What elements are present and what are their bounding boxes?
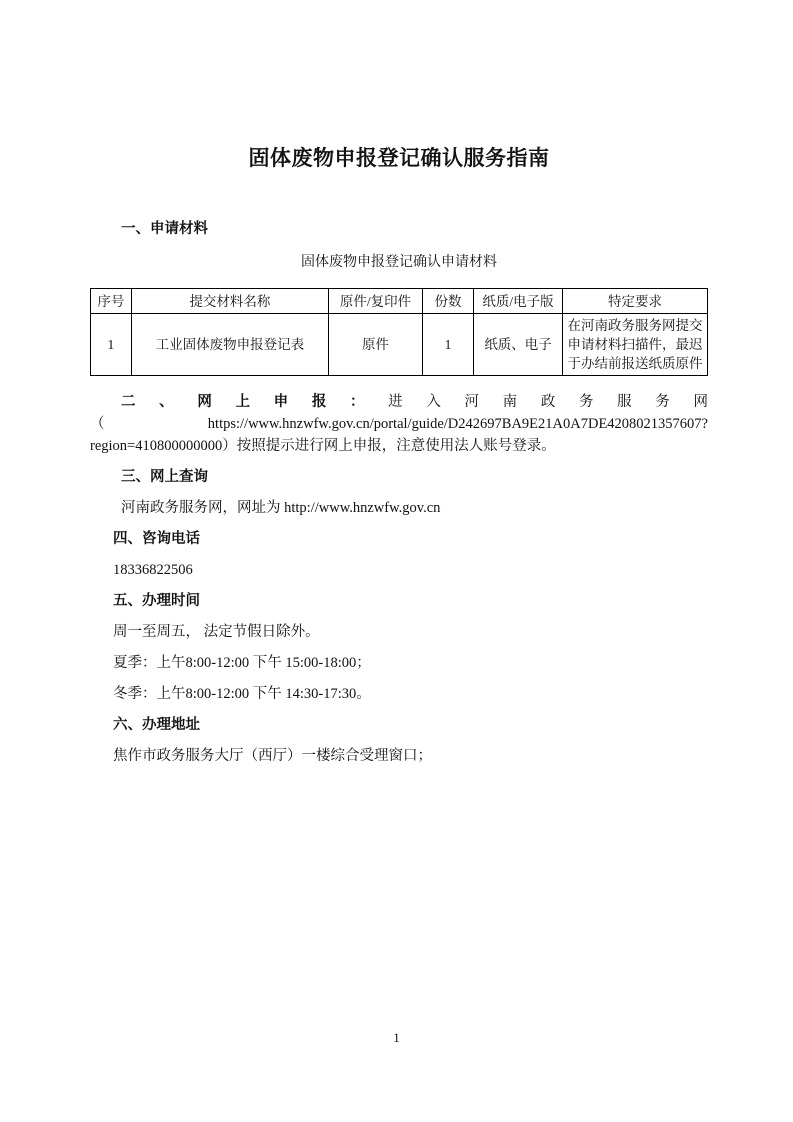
section-2-heading: 二、网上申报： (121, 394, 389, 410)
materials-table (90, 288, 708, 376)
section-3-body: 河南政务服务网，网址为 http://www.hnzwfw.gov.cn (121, 500, 441, 516)
document-content (90, 0, 708, 767)
section-6-heading: 六、办理地址 (113, 717, 200, 733)
section-1-heading: 一、申请材料 (121, 221, 208, 237)
cell-no: 1 (91, 314, 132, 376)
cell-original: 原件 (329, 314, 423, 376)
section-5-line-1: 周一至周五， 法定节假日除外。 (113, 624, 320, 640)
col-header-count: 份数 (422, 289, 473, 314)
section-2-paragraph (90, 391, 708, 457)
section-5-heading: 五、办理时间 (113, 593, 200, 609)
col-header-original: 原件/复印件 (329, 289, 423, 314)
section-6-body: 焦作市政务服务大厅（西厅）一楼综合受理窗口； (113, 748, 432, 764)
section-3-heading: 三、网上查询 (121, 469, 208, 485)
section-4-heading: 四、咨询电话 (113, 531, 200, 547)
col-header-media: 纸质/电子版 (474, 289, 563, 314)
section-5-line-3: 冬季：上午8:00-12:00 下午 14:30-17:30。 (113, 686, 371, 702)
table-caption: 固体废物申报登记确认申请材料 (301, 255, 497, 270)
cell-count: 1 (422, 314, 473, 376)
page-number: 1 (393, 1030, 400, 1045)
cell-requirement: 在河南政务服务网提交申请材料扫描件，最迟于办结前报送纸质原件 (562, 314, 707, 376)
col-header-no: 序号 (91, 289, 132, 314)
col-header-requirement: 特定要求 (562, 289, 707, 314)
page-title: 固体废物申报登记确认服务指南 (248, 147, 550, 170)
table-header-row (91, 289, 708, 314)
section-5-line-2: 夏季：上午8:00-12:00 下午 15:00-18:00； (113, 655, 371, 671)
section-4-body: 18336822506 (113, 562, 193, 578)
cell-material-name: 工业固体废物申报登记表 (131, 314, 328, 376)
section-2-body: 进入河南政务服务网（https://www.hnzwfw.gov.cn/portal/guide/D242697BA9E21A0A7DE4208021357607?region=410800000000）按照提示进行网上申报，注意使用法人账号登录。 (90, 394, 709, 454)
table-row (91, 314, 708, 376)
col-header-name: 提交材料名称 (131, 289, 328, 314)
cell-media: 纸质、电子 (474, 314, 563, 376)
